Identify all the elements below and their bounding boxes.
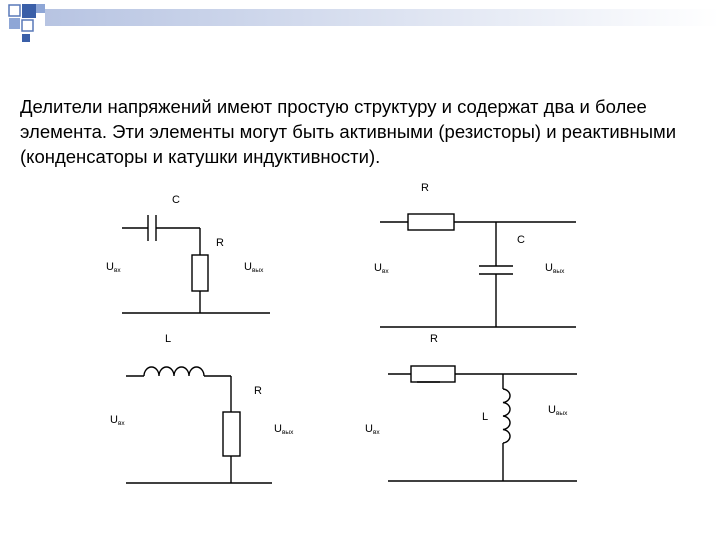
input-voltage-label: Uвх: [374, 262, 389, 275]
inductor: [144, 367, 204, 376]
resistor: [192, 255, 208, 291]
resistor-label: R: [254, 385, 262, 397]
inductor-label: L: [482, 411, 489, 423]
resistor: [411, 366, 455, 382]
capacitor-label: C: [172, 194, 180, 206]
body-text: Делители напряжений имеют простую структуру и содержат два и более элемента. Эти элементы могут быть активными (резисторы) и реактивными (конденсаторы и катушки индуктивности).: [20, 96, 677, 167]
circuit-rl: [365, 333, 577, 481]
output-voltage-label: Uвых: [545, 262, 565, 275]
resistor: [223, 412, 240, 456]
resistor: [408, 214, 454, 230]
circuit-cr-highpass: [106, 194, 270, 313]
resistor-label: R: [430, 333, 438, 345]
resistor-label: R: [216, 237, 224, 249]
input-voltage-label: Uвх: [110, 414, 125, 427]
input-voltage-label: Uвх: [365, 423, 380, 436]
inductor: [503, 389, 510, 443]
circuit-rc-lowpass: [374, 182, 576, 327]
input-voltage-label: Uвх: [106, 261, 121, 274]
output-voltage-label: Uвых: [274, 423, 294, 436]
inductor-label: L: [165, 333, 172, 345]
resistor-label: R: [421, 182, 429, 194]
output-voltage-label: Uвых: [244, 261, 264, 274]
capacitor-label: C: [517, 234, 525, 246]
output-voltage-label: Uвых: [548, 404, 568, 417]
circuit-lr: [110, 333, 294, 483]
